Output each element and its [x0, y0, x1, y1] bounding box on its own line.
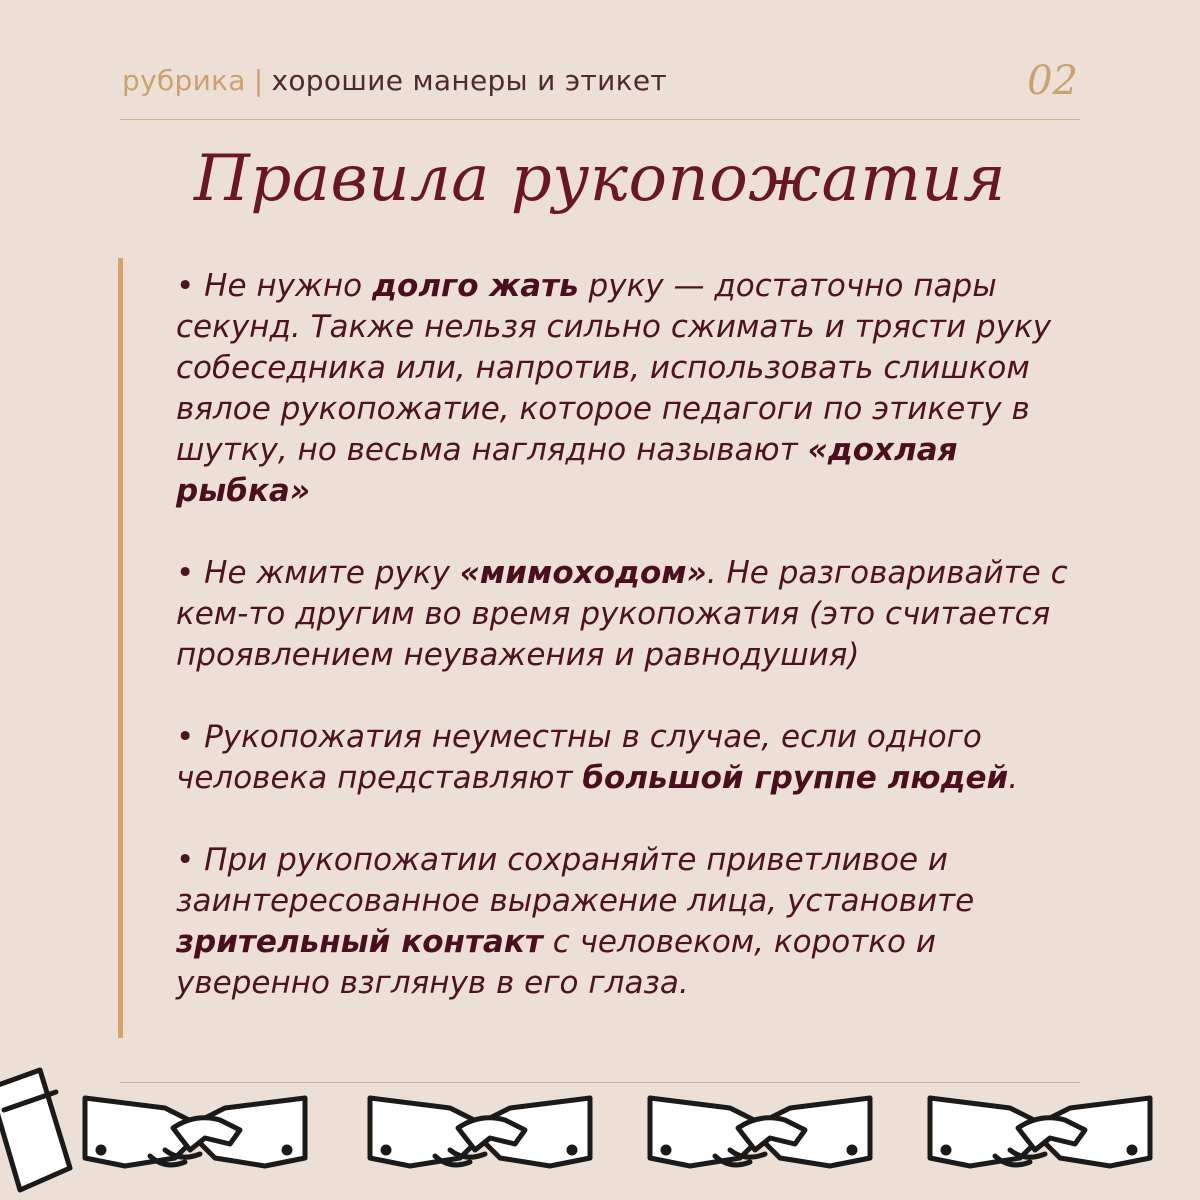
rule-emphasis: «дохлая рыбка»: [176, 432, 958, 509]
handshake-icon: [85, 1098, 305, 1166]
rule-text: • При рукопожатии сохраняйте приветливое и заинтересованное выражение лица, установите: [176, 842, 975, 919]
rubric-separator: |: [253, 64, 264, 97]
rule-paragraph: [176, 266, 1096, 512]
header-divider: [120, 119, 1080, 120]
rule-paragraph: [176, 717, 1096, 799]
rule-emphasis: зрительный контакт: [176, 924, 543, 960]
handshake-icon: [930, 1098, 1150, 1166]
handshake-icon: [370, 1098, 590, 1166]
rubric-line: [122, 64, 667, 97]
rubric-topic: хорошие манеры и этикет: [271, 64, 667, 97]
rule-text: .: [1008, 760, 1019, 796]
rule-text: • Не нужно: [176, 268, 373, 304]
rule-text: с человеком, коротко и уверенно взглянув в его глаза.: [176, 924, 936, 1001]
sleeve-icon: [0, 1070, 70, 1190]
rule-text: руку — достаточно пары секунд. Также нельзя сильно сжимать и трясти руку собеседника или, напротив, использовать слишком вялое рукопожатие, которое педагоги по этикету в шутку, но весьма наглядно называют: [176, 268, 1052, 468]
rule-text: . Не разговаривайте с кем-то другим во время рукопожатия (это считается проявлением неуважения и равнодушия): [176, 555, 1068, 673]
rule-paragraph: [176, 553, 1096, 676]
side-accent-bar: [118, 258, 123, 1038]
rubric-header: [120, 58, 1080, 108]
rules-list: [176, 266, 1096, 1045]
handshake-border: [0, 1058, 1200, 1200]
page-title: Правила рукопожатия: [194, 142, 1006, 216]
handshake-icon: [650, 1098, 870, 1166]
rule-emphasis: «мимоходом»: [459, 555, 707, 591]
rule-emphasis: большой группе людей: [582, 760, 1009, 796]
rubric-label: рубрика: [122, 64, 246, 97]
page-number: 02: [1027, 58, 1078, 104]
rule-text: • Не жмите руку: [176, 555, 460, 591]
rule-text: • Рукопожатия неуместны в случае, если одного человека представляют: [176, 719, 982, 796]
rule-emphasis: долго жать: [372, 268, 579, 304]
rule-paragraph: [176, 840, 1096, 1004]
